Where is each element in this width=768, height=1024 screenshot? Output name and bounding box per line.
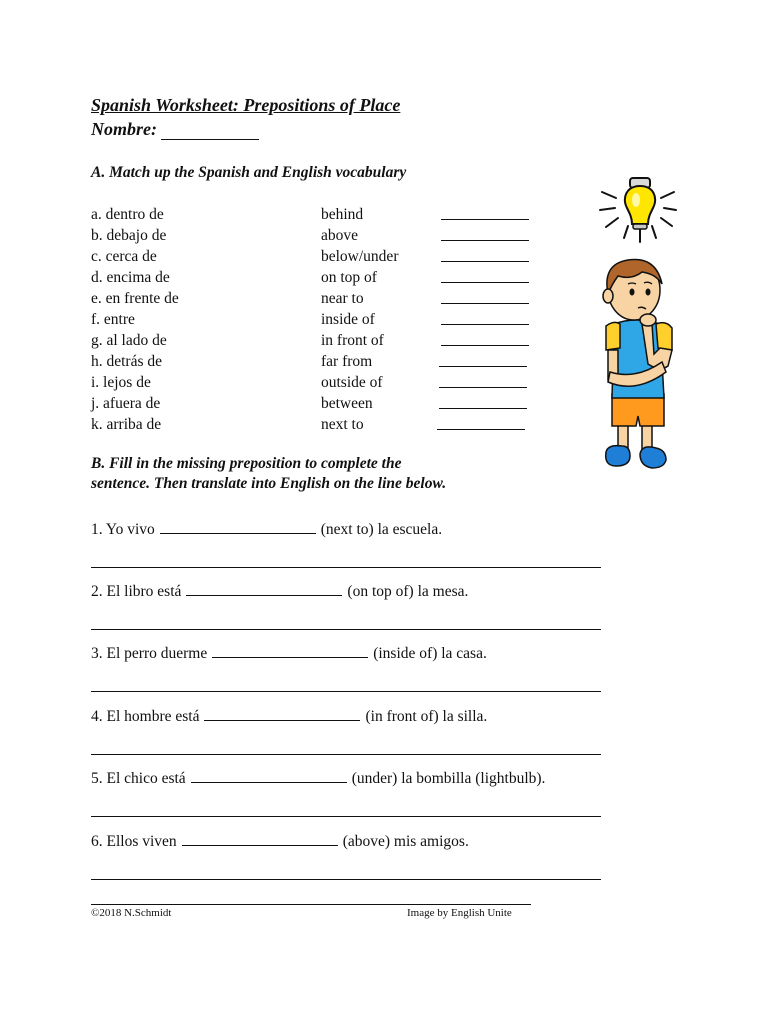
translation-answer-line[interactable] (91, 754, 601, 755)
sentence-prompt: 3. El perro duerme (91, 645, 208, 662)
vocab-row (91, 309, 551, 330)
sentence-prompt: 5. El chico está (91, 770, 186, 787)
vocab-row (91, 393, 551, 414)
vocab-row (91, 225, 551, 246)
fill-in-blank[interactable] (160, 518, 316, 534)
bulb-ray (624, 226, 628, 238)
sentence-hint: (under) la bombilla (lightbulb). (351, 770, 546, 787)
vocab-row (91, 204, 551, 225)
spanish-term: e. en frente de (91, 290, 179, 307)
bulb-ray (652, 226, 656, 238)
sentence-prompt: 2. El libro está (91, 583, 182, 600)
fill-in-blank[interactable] (182, 830, 338, 846)
english-term: on top of (321, 269, 377, 286)
english-term: next to (321, 416, 364, 433)
sentence-hint: (above) mis amigos. (342, 833, 469, 850)
footer-divider (91, 904, 531, 905)
vocab-row (91, 414, 551, 435)
match-answer-blank[interactable] (437, 429, 525, 430)
match-answer-blank[interactable] (439, 408, 527, 409)
bulb-ray (661, 218, 672, 226)
vocab-row (91, 330, 551, 351)
section-b-heading-line2: sentence. Then translate into English on the line below. (91, 475, 447, 492)
spanish-term: g. al lado de (91, 332, 167, 349)
footer-copyright: ©2018 N.Schmidt (91, 907, 172, 919)
translation-answer-line[interactable] (91, 691, 601, 692)
fill-in-blank[interactable] (204, 705, 360, 721)
bulb-ray (661, 192, 674, 198)
spanish-term: c. cerca de (91, 248, 157, 265)
name-label: Nombre: (91, 119, 157, 139)
spanish-term: j. afuera de (91, 395, 161, 412)
english-term: above (321, 227, 359, 244)
name-field-row (91, 119, 259, 140)
vocab-row (91, 351, 551, 372)
match-answer-blank[interactable] (441, 219, 529, 220)
translation-answer-line[interactable] (91, 879, 601, 880)
bulb-ray (602, 192, 616, 198)
sentence-item (91, 580, 468, 601)
bulb-ray (606, 218, 618, 227)
vocab-match-list (91, 204, 551, 435)
english-term: near to (321, 290, 364, 307)
match-answer-blank[interactable] (441, 282, 529, 283)
sentence-item (91, 518, 442, 539)
spanish-term: d. encima de (91, 269, 170, 286)
match-answer-blank[interactable] (441, 303, 529, 304)
sentence-prompt: 6. Ellos viven (91, 833, 177, 850)
spanish-term: k. arriba de (91, 416, 162, 433)
bulb-ray (600, 208, 615, 210)
thinking-boy-illustration (596, 254, 682, 472)
bulb-ray (664, 208, 676, 210)
fill-in-blank[interactable] (212, 642, 368, 658)
vocab-row (91, 288, 551, 309)
spanish-term: b. debajo de (91, 227, 167, 244)
vocab-row (91, 246, 551, 267)
section-b-heading-line1: B. Fill in the missing preposition to complete the (91, 455, 402, 472)
match-answer-blank[interactable] (439, 366, 527, 367)
sentence-hint: (in front of) la silla. (365, 708, 488, 725)
sentence-item (91, 705, 487, 726)
sentence-item (91, 767, 545, 788)
english-term: below/under (321, 248, 399, 265)
section-a-heading: A. Match up the Spanish and English vocabulary (91, 164, 407, 181)
sentence-prompt: 1. Yo vivo (91, 521, 155, 538)
spanish-term: f. entre (91, 311, 135, 328)
spanish-term: i. lejos de (91, 374, 151, 391)
translation-answer-line[interactable] (91, 567, 601, 568)
spanish-term: h. detrás de (91, 353, 163, 370)
sentence-prompt: 4. El hombre está (91, 708, 200, 725)
sentence-hint: (inside of) la casa. (373, 645, 487, 662)
fill-in-blank[interactable] (186, 580, 342, 596)
english-term: behind (321, 206, 364, 223)
sentence-hint: (on top of) la mesa. (347, 583, 469, 600)
translation-answer-line[interactable] (91, 816, 601, 817)
sentence-item (91, 642, 487, 663)
match-answer-blank[interactable] (441, 261, 529, 262)
english-term: inside of (321, 311, 375, 328)
match-answer-blank[interactable] (441, 345, 529, 346)
page-title: Spanish Worksheet: Prepositions of Place (91, 95, 401, 115)
footer-image-credit: Image by English Unite (407, 907, 512, 919)
vocab-row (91, 372, 551, 393)
match-answer-blank[interactable] (441, 324, 529, 325)
english-term: in front of (321, 332, 384, 349)
match-answer-blank[interactable] (441, 240, 529, 241)
name-blank-line[interactable] (161, 121, 259, 140)
translation-answer-line[interactable] (91, 629, 601, 630)
lightbulb-icon (596, 172, 680, 244)
vocab-row (91, 267, 551, 288)
english-term: outside of (321, 374, 383, 391)
sentence-item (91, 830, 469, 851)
english-term: far from (321, 353, 373, 370)
match-answer-blank[interactable] (439, 387, 527, 388)
spanish-term: a. dentro de (91, 206, 164, 223)
fill-in-blank[interactable] (191, 767, 347, 783)
english-term: between (321, 395, 373, 412)
sentence-hint: (next to) la escuela. (320, 521, 443, 538)
